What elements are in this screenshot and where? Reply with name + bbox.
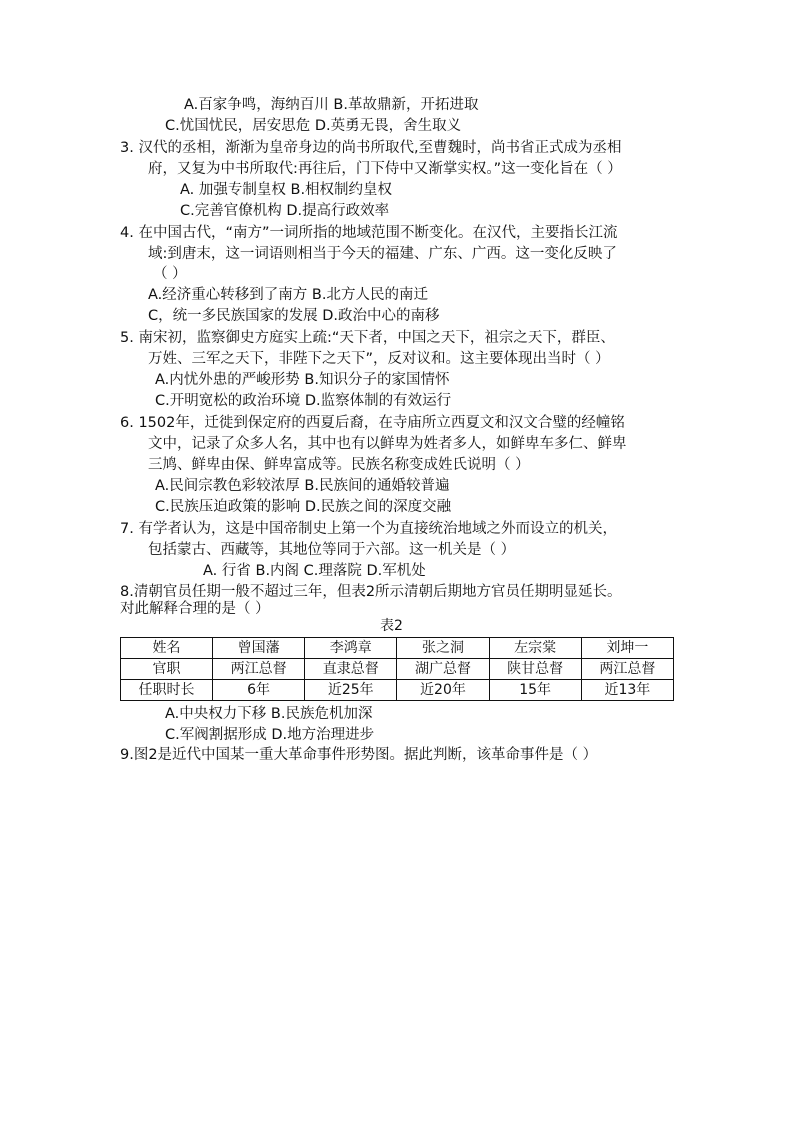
- q6-options-ab: A.民间宗教色彩较浓厚 B.民族间的通婚较普遍: [155, 478, 450, 494]
- table-cell: 直隶总督: [305, 659, 397, 680]
- table-cell: 张之洞: [397, 638, 489, 659]
- q8-options-cd: C.军阀割据形成 D.地方治理进步: [165, 727, 375, 743]
- q6-options-cd: C.民族压迫政策的影响 D.民族之间的深度交融: [155, 499, 452, 515]
- table-row: [121, 659, 674, 680]
- q6-stem-line1: 6. 1502年，迁徙到保定府的西夏后裔，在寺庙所立西夏文和汉文合璧的经幢铭: [120, 415, 625, 431]
- q8-stem-line2: 对此解释合理的是（ ）: [120, 601, 270, 617]
- table-cell: 李鸿章: [305, 638, 397, 659]
- table-cell: 近20年: [397, 680, 489, 701]
- table-cell: 湖广总督: [397, 659, 489, 680]
- table-cell: 左宗棠: [489, 638, 581, 659]
- q2-options-ab: A.百家争鸣，海纳百川 B.革故鼎新，开拓进取: [184, 97, 479, 113]
- table-row: [121, 680, 674, 701]
- q3-stem-line2: 府，又复为中书所取代:再往后，门下侍中又渐掌实权。”这一变化旨在（ ）: [148, 161, 622, 177]
- table-caption: 表2: [380, 618, 403, 634]
- q3-stem-line1: 3. 汉代的丞相，渐渐为皇帝身边的尚书所取代,至曹魏时，尚书省正式成为丞相: [120, 140, 622, 156]
- q5-stem-line2: 万姓、三军之天下，非陛下之天下”，反对议和。这主要体现出当时（ ）: [148, 351, 610, 367]
- table-cell: 近25年: [305, 680, 397, 701]
- q8-options-ab: A.中央权力下移 B.民族危机加深: [165, 706, 373, 722]
- table-cell: 两江总督: [581, 659, 673, 680]
- q5-options-cd: C.开明宽松的政治环境 D.监察体制的有效运行: [155, 393, 452, 409]
- table-cell: 近13年: [581, 680, 673, 701]
- table-cell: 任职时长: [121, 680, 213, 701]
- table-cell: 两江总督: [213, 659, 305, 680]
- q6-stem-line2: 文中，记录了众多人名，其中也有以鲜卑为姓者多人，如鲜卑车多仁、鲜卑: [148, 436, 627, 452]
- q5-options-ab: A.内忧外患的严峻形势 B.知识分子的家国情怀: [155, 372, 450, 388]
- q4-options-cd: C，统一多民族国家的发展 D.政治中心的南移: [148, 308, 440, 324]
- q7-options: A. 行省 B.内阁 C.理落院 D.军机处: [203, 563, 426, 579]
- official-tenure-table: [120, 637, 674, 701]
- q7-stem-line1: 7. 有学者认为，这是中国帝制史上第一个为直接统治地域之外而设立的机关，: [120, 521, 617, 537]
- table-row: [121, 638, 674, 659]
- q2-options-cd: C.忧国忧民，居安思危 D.英勇无畏，舍生取义: [165, 118, 462, 134]
- q3-options-ab: A. 加强专制皇权 B.相权制约皇权: [180, 182, 393, 198]
- q5-stem-line1: 5. 南宋初，监察御史方庭实上疏:“天下者，中国之天下，祖宗之天下，群臣、: [120, 330, 615, 346]
- table-cell: 官职: [121, 659, 213, 680]
- q4-stem-line2: 域:到唐末，这一词语则相当于今天的福建、广东、广西。这一变化反映了: [148, 246, 617, 262]
- table-cell: 陕甘总督: [489, 659, 581, 680]
- q7-stem-line2: 包括蒙古、西藏等，其地位等同于六部。这一机关是（ ）: [148, 542, 516, 558]
- table-cell: 姓名: [121, 638, 213, 659]
- q8-stem-line1: 8.清朝官员任期一般不超过三年，但表2所示清朝后期地方官员任期明显延长。: [120, 584, 622, 600]
- table-cell: 15年: [489, 680, 581, 701]
- q4-stem-line1: 4. 在中国古代，“南方”一词所指的地域范围不断变化。在汉代，主要指长江流: [120, 225, 618, 241]
- q4-options-ab: A.经济重心转移到了南方 B.北方人民的南迁: [148, 287, 428, 303]
- q9-stem: 9.图2是近代中国某一重大革命事件形势图。据此判断，该革命事件是（ ）: [120, 747, 598, 763]
- table-cell: 刘坤一: [581, 638, 673, 659]
- table-cell: 6年: [213, 680, 305, 701]
- q4-answer-blank: （ ）: [153, 266, 187, 282]
- q3-options-cd: C.完善官僚机构 D.提高行政效率: [180, 203, 390, 219]
- table-cell: 曾国藩: [213, 638, 305, 659]
- q6-stem-line3: 三鸠、鲜卑由保、鲜卑富成等。民族名称变成姓氏说明（ ）: [148, 457, 530, 473]
